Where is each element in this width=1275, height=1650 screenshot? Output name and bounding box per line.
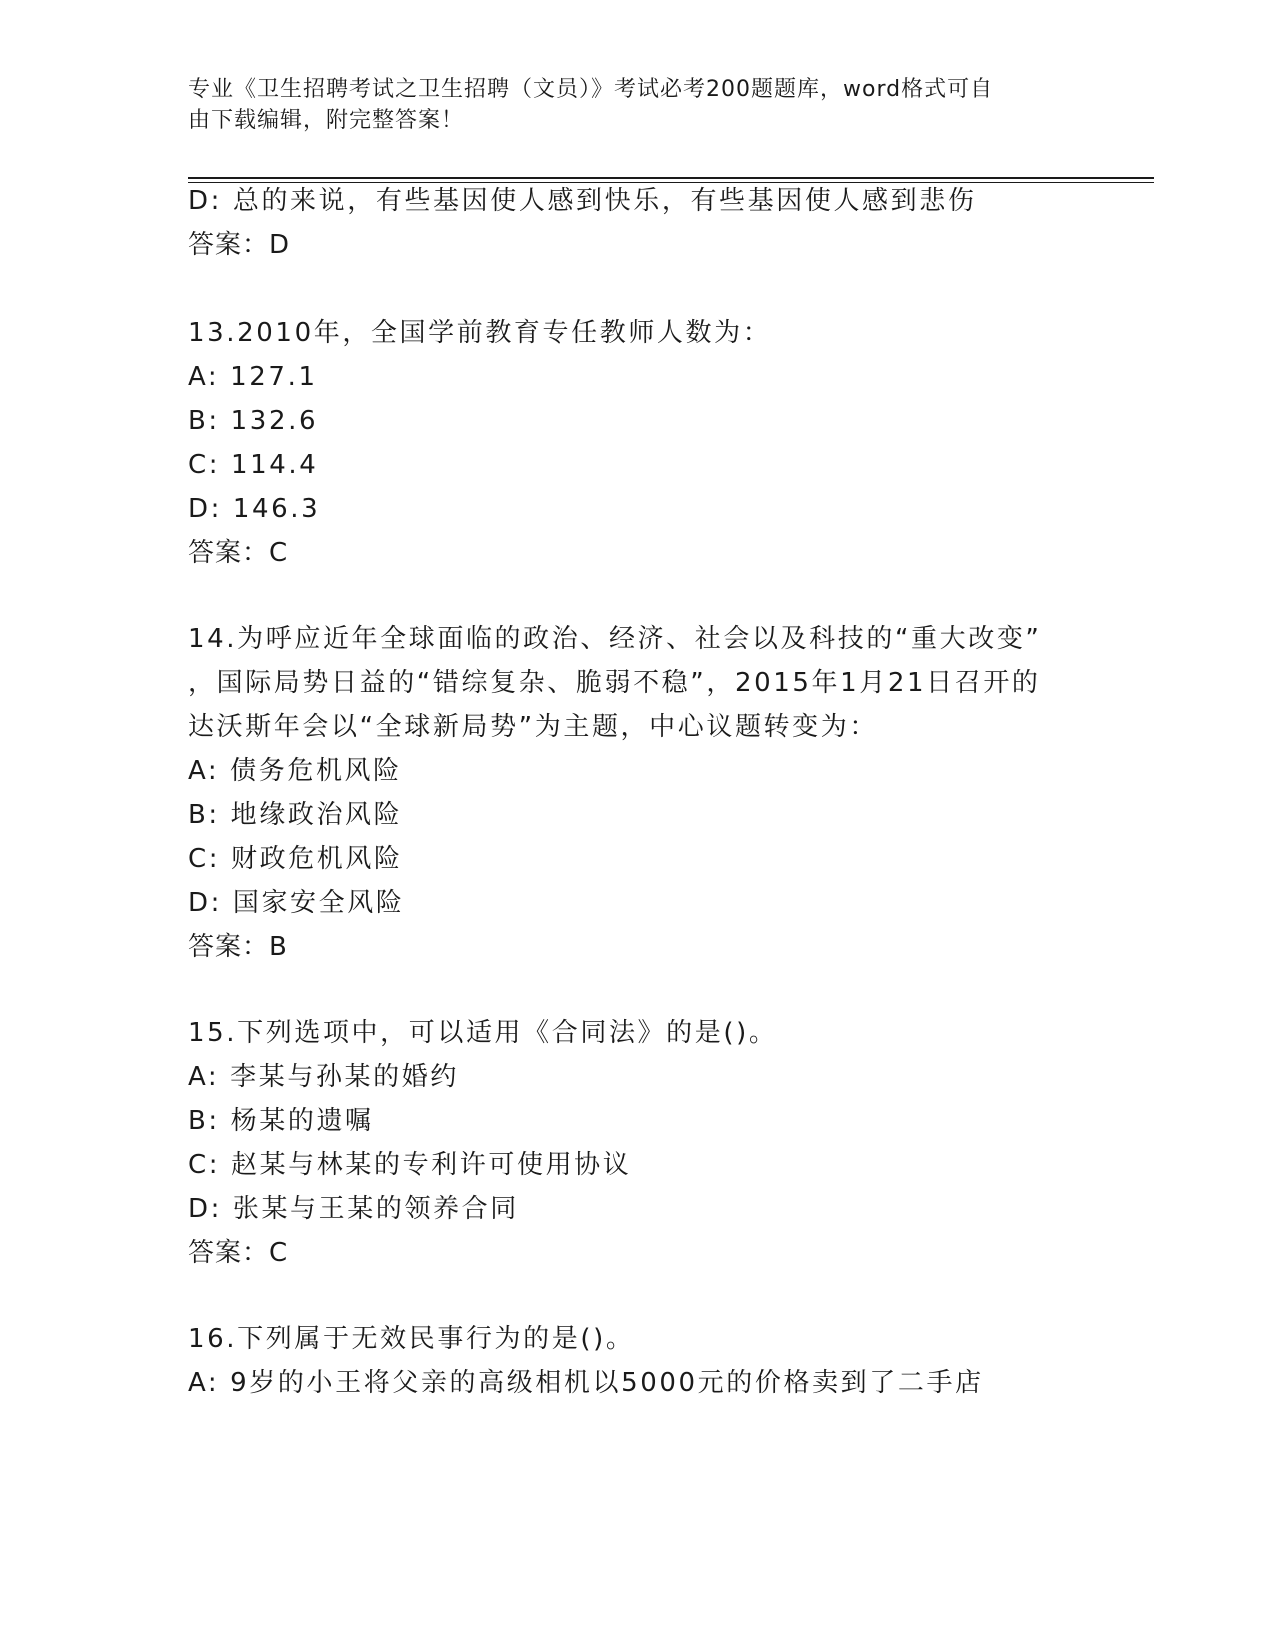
q16-stem: 16.下列属于无效民事行为的是()。 [188,1324,635,1354]
q15-option-d: D: 张某与王某的领养合同 [188,1194,519,1224]
prev-answer: 答案：D [188,230,291,260]
q16-option-a: A: 9岁的小王将父亲的高级相机以5000元的价格卖到了二手店 [188,1368,984,1398]
q13-option-c: C: 114.4 [188,450,319,480]
q14-option-a: A: 债务危机风险 [188,756,402,786]
q13-option-b: B: 132.6 [188,406,319,436]
q13-option-a: A: 127.1 [188,362,318,392]
q14-stem-line-2: ，国际局势日益的“错综复杂、脆弱不稳”，2015年1月21日召开的 [188,668,1041,698]
header-line-1: 专业《卫生招聘考试之卫生招聘（文员）》考试必考200题题库，word格式可自 [188,77,994,102]
q15-option-c: C: 赵某与林某的专利许可使用协议 [188,1150,632,1180]
q15-option-b: B: 杨某的遗嘱 [188,1106,374,1136]
q14-answer: 答案：B [188,932,288,962]
header-rule-thin [188,182,1154,183]
q14-stem-line-1: 14.为呼应近年全球面临的政治、经济、社会以及科技的“重大改变” [188,624,1042,654]
q14-stem-line-3: 达沃斯年会以“全球新局势”为主题，中心议题转变为： [188,712,878,742]
q13-answer: 答案：C [188,538,289,568]
q13-option-d: D: 146.3 [188,494,321,524]
header-rule-thick [188,177,1154,179]
q14-option-c: C: 财政危机风险 [188,844,403,874]
prev-option-d: D: 总的来说，有些基因使人感到快乐，有些基因使人感到悲伤 [188,186,977,216]
document-header [188,74,1088,136]
q13-stem: 13.2010年，全国学前教育专任教师人数为： [188,318,772,348]
q15-stem: 15.下列选项中，可以适用《合同法》的是()。 [188,1018,778,1048]
q14-option-d: D: 国家安全风险 [188,888,405,918]
q14-option-b: B: 地缘政治风险 [188,800,403,830]
q15-answer: 答案：C [188,1238,289,1268]
q15-option-a: A: 李某与孙某的婚约 [188,1062,459,1092]
header-line-2: 由下载编辑，附完整答案！ [188,108,465,133]
